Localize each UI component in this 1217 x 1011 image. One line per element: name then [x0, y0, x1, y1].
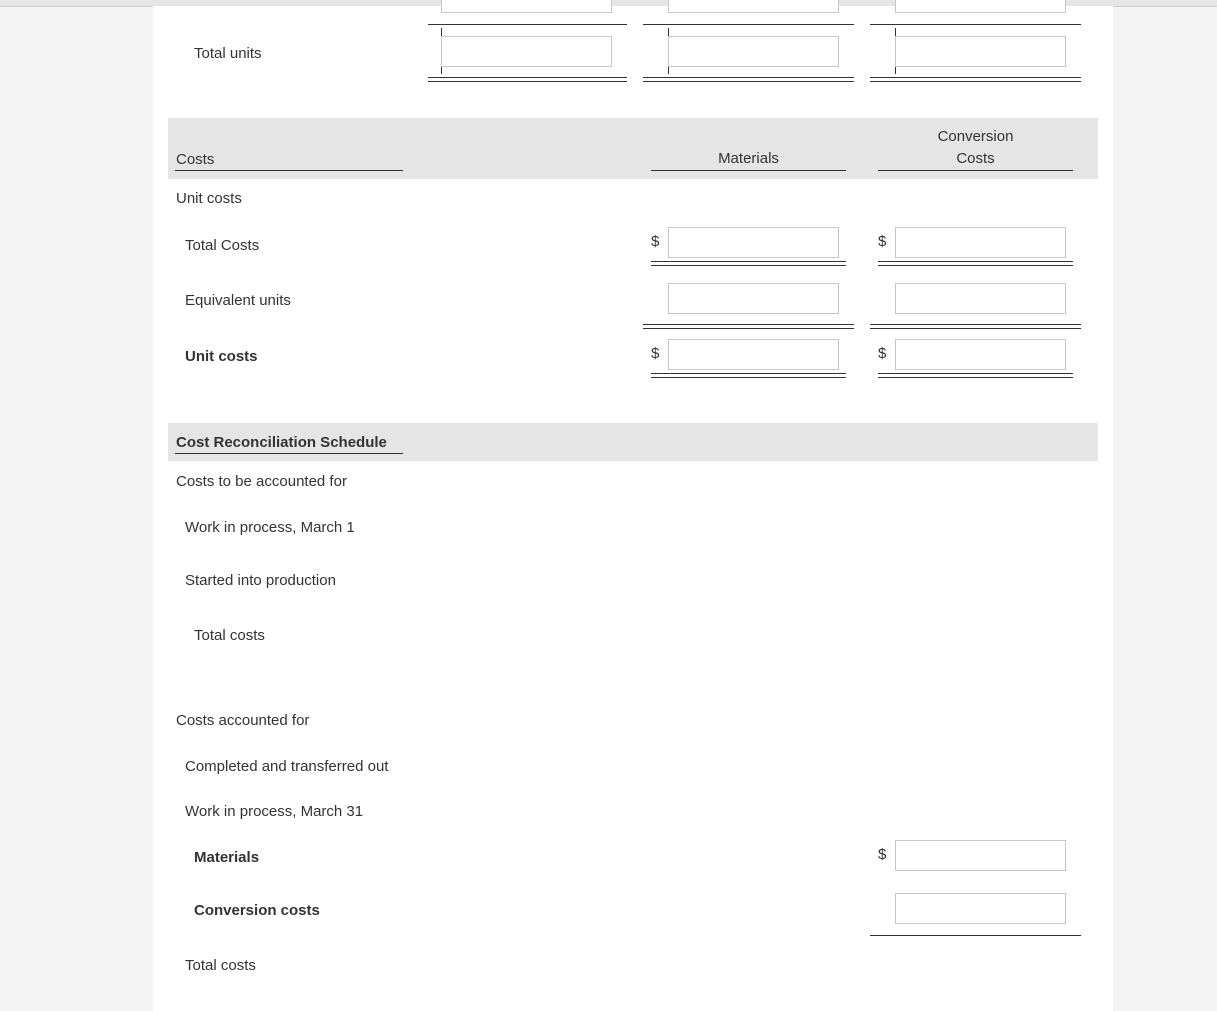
col-header-conversion-line2: Costs: [956, 150, 995, 167]
equivalent-units-label: Equivalent units: [185, 292, 291, 309]
total-units-label: Total units: [194, 45, 262, 62]
wip-march1-label: Work in process, March 1: [185, 519, 355, 536]
wip-conversion-input[interactable]: [895, 893, 1066, 924]
dollar-sign: $: [878, 846, 887, 863]
equiv-units-conversion-input[interactable]: [895, 283, 1066, 314]
unit-costs-section-label: Unit costs: [176, 190, 242, 207]
partial-underline-1: [428, 24, 627, 25]
partial-input-1[interactable]: [441, 0, 612, 13]
wip-conversion-underline: [870, 935, 1081, 936]
materials-header-underline: [651, 170, 846, 171]
dollar-sign: $: [651, 233, 660, 250]
total-costs-materials-input[interactable]: [668, 227, 839, 258]
total-costs-label-1: Total costs: [194, 627, 265, 644]
col-header-conversion-line1: Conversion: [937, 128, 1014, 145]
unit-costs-materials-double-underline: [651, 373, 846, 378]
equiv-units-materials-double-underline: [643, 324, 854, 329]
wip-materials-label: Materials: [194, 849, 260, 866]
total-costs-label-2: Total costs: [185, 957, 256, 974]
dollar-sign: $: [878, 233, 887, 250]
total-units-input-1[interactable]: [441, 36, 612, 67]
started-into-production-label: Started into production: [185, 572, 336, 589]
dollar-sign: $: [878, 345, 887, 362]
unit-costs-label: Unit costs: [185, 348, 258, 365]
total-units-input-2[interactable]: [668, 36, 839, 67]
unit-costs-conversion-input[interactable]: [895, 339, 1066, 370]
equiv-units-materials-input[interactable]: [668, 283, 839, 314]
partial-underline-2: [643, 24, 854, 25]
wip-conversion-costs-label: Conversion costs: [194, 902, 320, 919]
reconciliation-heading-underline: [175, 453, 403, 454]
costs-heading: Costs: [176, 151, 215, 168]
unit-costs-conversion-double-underline: [878, 373, 1073, 378]
partial-underline-3: [870, 24, 1081, 25]
costs-heading-underline: [175, 170, 403, 171]
completed-transferred-out-label: Completed and transferred out: [185, 758, 389, 775]
unit-costs-materials-input[interactable]: [668, 339, 839, 370]
total-units-double-underline-3: [870, 77, 1081, 82]
costs-accounted-for-label: Costs accounted for: [176, 712, 310, 729]
partial-input-2[interactable]: [668, 0, 839, 13]
total-units-double-underline-2: [643, 77, 854, 82]
reconciliation-heading: Cost Reconciliation Schedule: [176, 434, 387, 451]
total-costs-label: Total Costs: [185, 237, 260, 254]
total-units-input-3[interactable]: [895, 36, 1066, 67]
col-header-materials: Materials: [718, 150, 779, 167]
total-costs-conversion-input[interactable]: [895, 227, 1066, 258]
total-units-double-underline-1: [428, 77, 627, 82]
costs-to-be-accounted-for-label: Costs to be accounted for: [176, 473, 347, 490]
conversion-header-underline: [878, 170, 1073, 171]
total-costs-conversion-double-underline: [878, 261, 1073, 266]
partial-input-3[interactable]: [895, 0, 1066, 13]
wip-materials-input[interactable]: [895, 840, 1066, 871]
dollar-sign: $: [651, 345, 660, 362]
total-costs-materials-double-underline: [651, 261, 846, 266]
wip-march31-label: Work in process, March 31: [185, 803, 364, 820]
equiv-units-conversion-double-underline: [870, 324, 1081, 329]
